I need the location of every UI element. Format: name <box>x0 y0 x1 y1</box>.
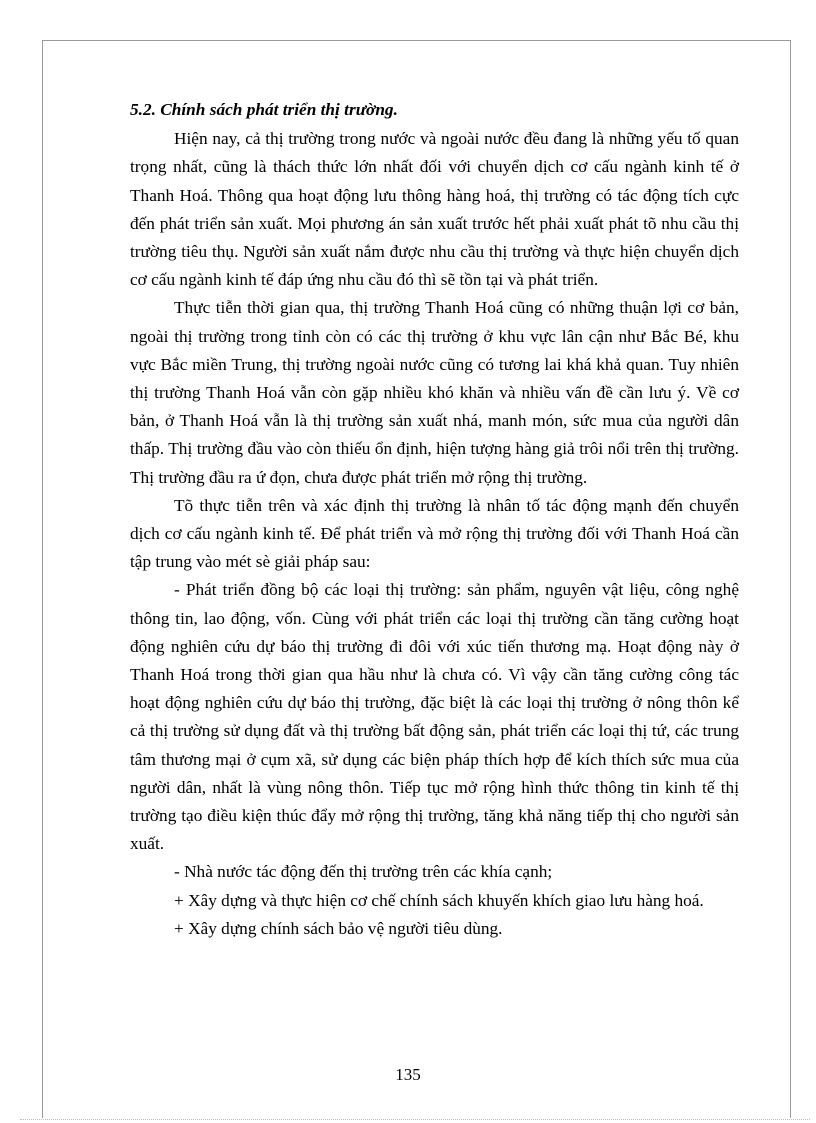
page-bottom-divider <box>20 1119 810 1120</box>
paragraph-trade-policy: + Xây dựng và thực hiện cơ chế chính sách khuyến khích giao lưu hàng hoá. <box>174 890 704 910</box>
paragraph-solutions-intro: Tõ thực tiễn trên và xác định thị trường là nhân tố tác động mạnh đến chuyển dịch cơ cấu ngành kinh tế. Để phát triển và mở rộng thị trường đối với Thanh Hoá cần tập trung vào mét sè giải pháp sau: <box>130 495 739 572</box>
paragraph-state-impact: - Nhà nước tác động đến thị trường trên các khía cạnh; <box>174 862 553 882</box>
paragraph-market-reality: Thực tiễn thời gian qua, thị trường Thanh Hoá cũng có những thuận lợi cơ bản, ngoài thị trường trong tỉnh còn có các thị trường ở khu vực lân cận như Bắc Bé, khu vực Bắc miền Trung, thị trường ngoài nước cũng có tương lai khá khả quan. Tuy nhiên thị trường Thanh Hoá vẫn còn gặp nhiều khó khăn và nhiều vấn đề cần lưu ý. Về cơ bản, ở Thanh Hoá vẫn là thị trường sản xuất nhá, manh món, sức mua của người dân thấp. Thị trường đầu vào còn thiếu ổn định, hiện tượng hàng giả trôi nổi trên thị trường. Thị trường đầu ra ứ đọn, chưa được phát triển mở rộng thị trường. <box>130 298 739 487</box>
document-body <box>130 96 739 943</box>
paragraph-market-importance: Hiện nay, cả thị trường trong nước và ngoài nước đều đang là những yếu tố quan trọng nhất, cũng là thách thức lớn nhất đối với chuyển dịch cơ cấu ngành kinh tế ở Thanh Hoá. Thông qua hoạt động lưu thông hàng hoá, thị trường có tác động tích cực đến phát triển sản xuất. Mọi phương án sản xuất trước hết phải xuất phát tõ nhu cầu thị trường tiêu thụ. Người sản xuất nắm được nhu cầu thị trường và thực hiện chuyển dịch cơ cấu ngành kinh tế đáp ứng nhu cầu đó thì sẽ tồn tại và phát triển. <box>130 129 739 290</box>
section-heading: 5.2. Chính sách phát triển thị trường. <box>130 100 398 119</box>
paragraph-consumer-protection: + Xây dựng chính sách bảo vệ người tiêu dùng. <box>174 918 503 938</box>
paragraph-solution-synchronized-markets: - Phát triển đồng bộ các loại thị trường: sản phẩm, nguyên vật liệu, công nghệ thông tin, lao động, vốn. Cùng với phát triển các loại thị trường cần tăng cường hoạt động nghiên cứu dự báo thị trường đi đôi với xúc tiến thương mạ. Hoạt động này ở Thanh Hoá trong thời gian qua hầu như là chưa có. Vì vậy cần tăng cường công tác hoạt động nghiên cứu dự báo thị trường, đặc biệt là các loại thị trường ở nông thôn kể cả thị trường sử dụng đất và thị trường bất động sản, phát triển các loại thị tứ, các trung tâm thương mại ở cụm xã, sử dụng các biện pháp thích hợp để kích thích sức mua của người dân, nhất là vùng nông thôn. Tiếp tục mở rộng hình thức thông tin kinh tế thị trường tạo điều kiện thúc đẩy mở rộng thị trường, tăng khả năng tiếp thị cho người sản xuất. <box>130 580 739 854</box>
page-number: 135 <box>395 1065 421 1084</box>
